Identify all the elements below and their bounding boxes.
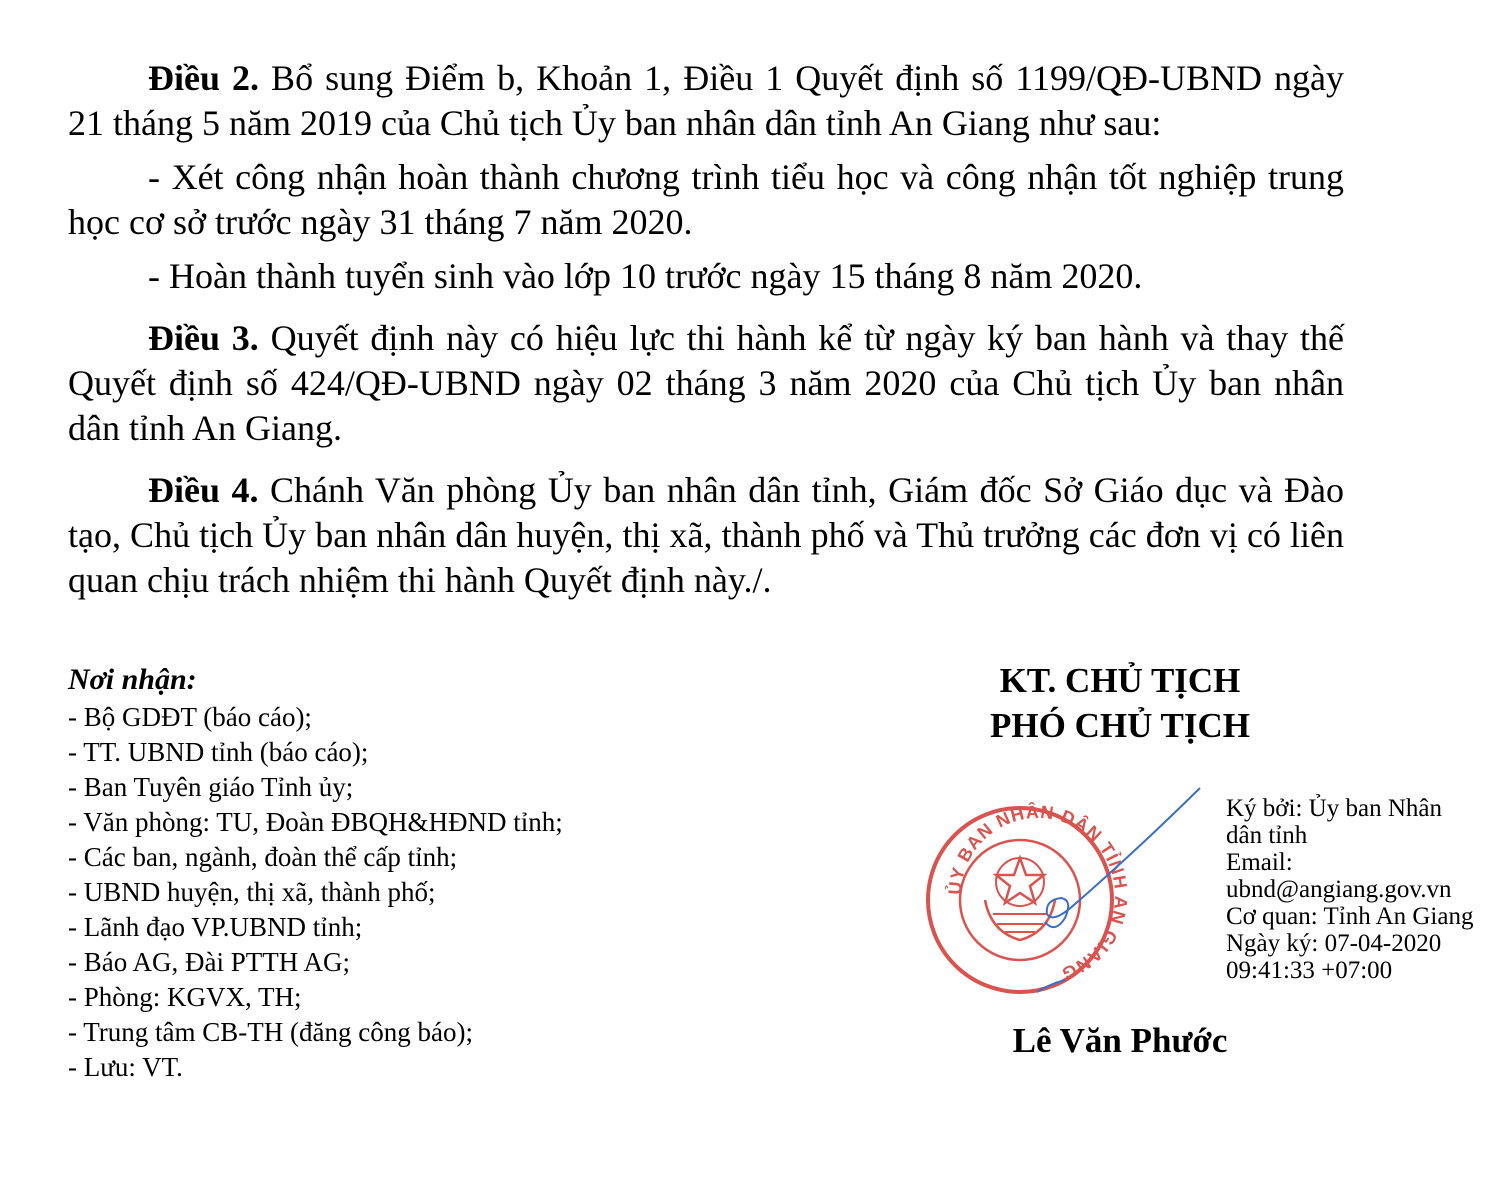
recipients-heading: Nơi nhận: — [68, 663, 197, 696]
article-4-text: Chánh Văn phòng Ủy ban nhân dân tỉnh, Giám đốc Sở Giáo dục và Đào tạo, Chủ tịch Ủy ban nhân dân huyện, thị xã, thành phố và Thủ trưởng các đơn vị có liên quan chịu trách nhiệm thi hành Quyết định này./. — [68, 470, 1345, 600]
article-4-label: Điều 4. — [148, 470, 259, 510]
signer-name: Lê Văn Phước — [1012, 1021, 1228, 1060]
recipient-item: - Phòng: KGVX, TH; — [68, 982, 302, 1012]
recipient-item: - Bộ GDĐT (báo cáo); — [68, 702, 312, 732]
article-2-paragraph — [68, 56, 1344, 146]
digital-signature-line: Cơ quan: Tỉnh An Giang — [1226, 903, 1474, 930]
article-4-paragraph — [68, 468, 1344, 603]
recipient-item: - TT. UBND tỉnh (báo cáo); — [68, 737, 369, 767]
seal-stamp — [928, 801, 1131, 992]
seal-text-path: ỦY BAN NHÂN DÂN TỈNH AN GIANG — [944, 801, 1132, 985]
recipient-item: - Ban Tuyên giáo Tỉnh ủy; — [68, 772, 354, 802]
signatory-title-line-1: KT. CHỦ TỊCH — [999, 661, 1241, 700]
recipients-block — [68, 660, 688, 1085]
article-2-label: Điều 2. — [148, 58, 260, 98]
digital-signature-line: dân tỉnh — [1226, 822, 1308, 849]
recipient-item: - Các ban, ngành, đoàn thể cấp tỉnh; — [68, 842, 458, 872]
digital-signature-line: Ký bởi: Ủy ban Nhân — [1226, 795, 1442, 822]
digital-signature-line: Email: — [1226, 849, 1293, 876]
recipient-item: - Lưu: VT. — [68, 1052, 183, 1082]
article-2-text: Bổ sung Điểm b, Khoản 1, Điều 1 Quyết định số 1199/QĐ-UBND ngày 21 tháng 5 năm 2019 của Chủ tịch Ủy ban nhân dân tỉnh An Giang như sau: — [68, 58, 1344, 143]
decision-body — [68, 56, 1344, 612]
official-seal-with-signature — [925, 782, 1215, 1012]
recipient-item: - Báo AG, Đài PTTH AG; — [68, 947, 350, 977]
digital-signature-line: Ngày ký: 07-04-2020 — [1226, 930, 1442, 957]
signatory-title — [940, 658, 1300, 748]
recipients-list — [68, 700, 688, 1085]
recipient-item: - Văn phòng: TU, Đoàn ĐBQH&HĐND tỉnh; — [68, 807, 563, 837]
article-3-text: Quyết định này có hiệu lực thi hành kể từ ngày ký ban hành và thay thế Quyết định số 424/QĐ-UBND ngày 02 tháng 3 năm 2020 của Chủ tịch Ủy ban nhân dân tỉnh An Giang. — [68, 318, 1345, 448]
recipient-item: - Trung tâm CB-TH (đăng công báo); — [68, 1017, 473, 1047]
article-3-label: Điều 3. — [148, 318, 259, 358]
recipient-item: - Lãnh đạo VP.UBND tỉnh; — [68, 912, 363, 942]
article-3-paragraph — [68, 316, 1344, 451]
signatory-title-line-2: PHÓ CHỦ TỊCH — [990, 706, 1250, 745]
article-2-item-1 — [68, 155, 1344, 245]
article-2-item-2-text: - Hoàn thành tuyển sinh vào lớp 10 trước ngày 15 tháng 8 năm 2020. — [148, 256, 1143, 296]
digital-signature-info — [1226, 795, 1502, 984]
recipient-item: - UBND huyện, thị xã, thành phố; — [68, 877, 436, 907]
digital-signature-line: 09:41:33 +07:00 — [1226, 957, 1393, 984]
digital-signature-line: ubnd@angiang.gov.vn — [1226, 876, 1452, 903]
article-2-item-1-text: - Xét công nhận hoàn thành chương trình tiểu học và công nhận tốt nghiệp trung học cơ sở trước ngày 31 tháng 7 năm 2020. — [68, 157, 1344, 242]
article-2-item-2 — [68, 254, 1344, 299]
